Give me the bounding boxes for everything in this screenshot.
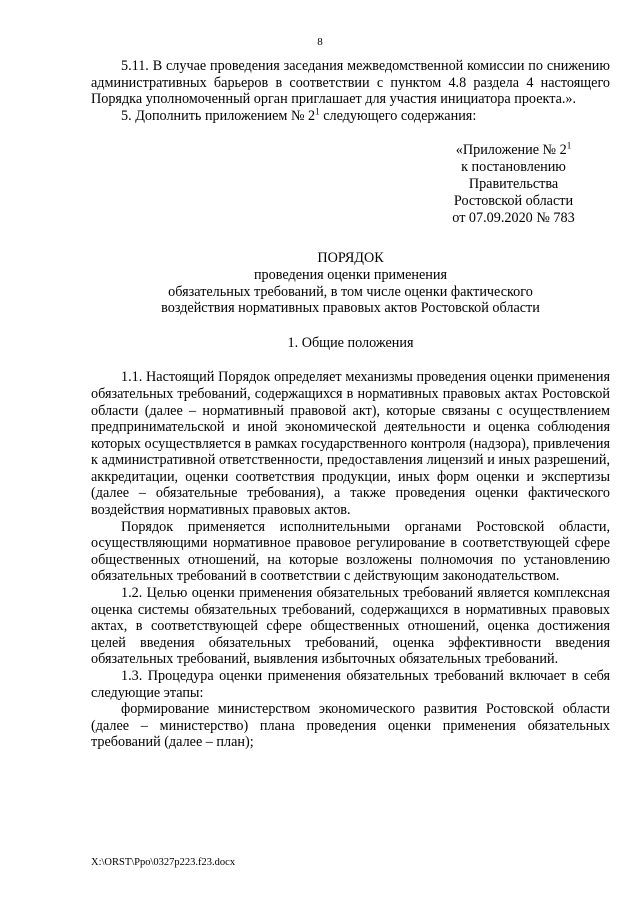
appendix-line: Правительства — [468, 175, 559, 192]
paragraph-5-text-end: следующего содержания: — [323, 107, 477, 124]
appendix-line: к постановлению — [461, 159, 566, 176]
superscript-1: 1 — [315, 106, 320, 117]
paragraph-5 — [91, 108, 610, 125]
title-line: проведения оценки применения — [253, 266, 448, 283]
appendix-block — [91, 142, 596, 226]
document-title — [91, 250, 610, 316]
file-path-footer: X:\ORST\Ppo\0327p223.f23.docx — [91, 857, 236, 868]
section-heading: 1. Общие положения — [287, 334, 414, 351]
paragraph-1-3: 1.3. Процедура оценки применения обязательных требований включает в себя следующие этапы: — [91, 668, 610, 701]
paragraph-stage: формирование министерством экономического развития Ростовской области (далее – министерство) плана проведения оценки применения обязательных требований (далее – план); — [91, 701, 610, 751]
title-line: обязательных требований, в том числе оценки фактического — [168, 283, 533, 300]
appendix-line: от 07.09.2020 № 783 — [452, 209, 575, 226]
paragraph-1-1: 1.1. Настоящий Порядок определяет механизмы проведения оценки применения обязательных требований, содержащихся в нормативных правовых актах Ростовской области (далее – нормативный правовой акт), которые связаны с осуществлением предпринимательской и иной экономической деятельности и оценка соблюдения которых осуществляется в рамках государственного контроля (надзора), привлечения к административной ответственности, предоставления лицензий и иных разрешений, аккредитации, оценки соответствия продукции, иных форм оценки и экспертизы (далее – обязательные требования), а также проведения оценки фактического воздействия нормативных правовых актов. — [91, 369, 610, 519]
appendix-line — [431, 142, 596, 159]
appendix-line: Ростовской области — [453, 192, 574, 209]
appendix-superscript: 1 — [566, 140, 572, 151]
section-content — [91, 369, 610, 751]
paragraph-5-text: 5. Дополнить приложением № 2 — [121, 107, 316, 124]
paragraph-scope: Порядок применяется исполнительными органами Ростовской области, осуществляющими нормативное правовое регулирование в соответствующей сфере общественных отношений, на которые возложены полномочия по установлению обязательных требований в соответствии с действующим законодательством. — [91, 518, 610, 585]
title-line: воздействия нормативных правовых актов Ростовской области — [161, 300, 540, 317]
paragraph-1-2: 1.2. Целью оценки применения обязательных требований является комплексная оценка системы обязательных требований, содержащихся в нормативных правовых актах, в соответствующей сфере общественных отношений, оценка достижения целей введения обязательных требований, оценка эффективности введения обязательных требований, выявления избыточных обязательных требований. — [91, 585, 610, 668]
page-number: 8 — [317, 36, 323, 48]
title-heading: ПОРЯДОК — [317, 250, 384, 267]
document-body — [91, 58, 610, 751]
appendix-title: «Приложение № 2 — [455, 142, 567, 159]
paragraph-5-11: 5.11. В случае проведения заседания межведомственной комиссии по снижению административных барьеров в соответствии с пунктом 4.8 раздела 4 настоящего Порядка уполномоченный орган приглашает для участия инициатора проекта.». — [91, 58, 610, 108]
